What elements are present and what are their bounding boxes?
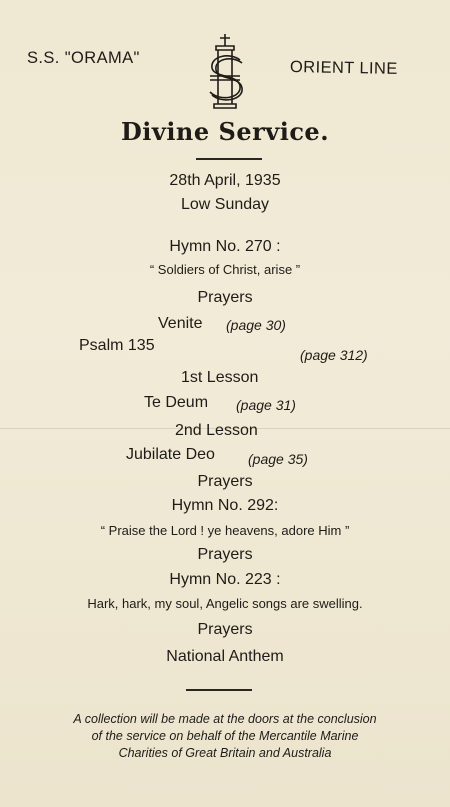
prayers-3: Prayers [197, 546, 253, 563]
divider-top [196, 158, 262, 160]
jubilate-label: Jubilate Deo [126, 446, 215, 463]
divider-bottom [186, 689, 252, 691]
hymn-2-number: Hymn No. 292: [171, 497, 279, 514]
venite-page: (page 30) [226, 317, 286, 333]
national-anthem: National Anthem [166, 648, 284, 665]
psalm-page: (page 312) [300, 347, 368, 363]
hymn-2-title: “ Praise the Lord ! ye heavens, adore Him ” [100, 523, 350, 538]
hymn-3-title: Hark, hark, my soul, Angelic songs are swelling. [87, 596, 363, 611]
hymn-1-number: Hymn No. 270 : [169, 238, 281, 255]
jubilate-page: (page 35) [248, 451, 308, 467]
hymn-3-number: Hymn No. 223 : [169, 571, 281, 588]
first-lesson: 1st Lesson [181, 369, 259, 386]
shipping-line-name: ORIENT LINE [289, 58, 398, 78]
prayers-1: Prayers [197, 289, 253, 306]
collection-note-line-3: Charities of Great Britain and Australia [118, 746, 332, 760]
prayers-2: Prayers [197, 473, 253, 490]
te-deum-label: Te Deum [144, 394, 209, 411]
second-lesson: 2nd Lesson [175, 422, 258, 439]
collection-note-line-1: A collection will be made at the doors at the conclusion [73, 712, 377, 726]
service-date: 28th April, 1935 [169, 172, 281, 189]
te-deum-page: (page 31) [236, 397, 296, 413]
ship-name: S.S. "ORAMA" [27, 49, 140, 67]
page-title: Divine Service. [120, 117, 330, 146]
psalm-label: Psalm 135 [79, 337, 155, 354]
orient-line-monogram-icon [202, 30, 248, 112]
collection-note-line-2: of the service on behalf of the Mercantile Marine [91, 729, 359, 743]
service-occasion: Low Sunday [180, 196, 270, 213]
prayers-4: Prayers [197, 621, 253, 638]
venite-label: Venite [158, 315, 203, 332]
hymn-1-title: “ Soldiers of Christ, arise ” [149, 262, 301, 277]
